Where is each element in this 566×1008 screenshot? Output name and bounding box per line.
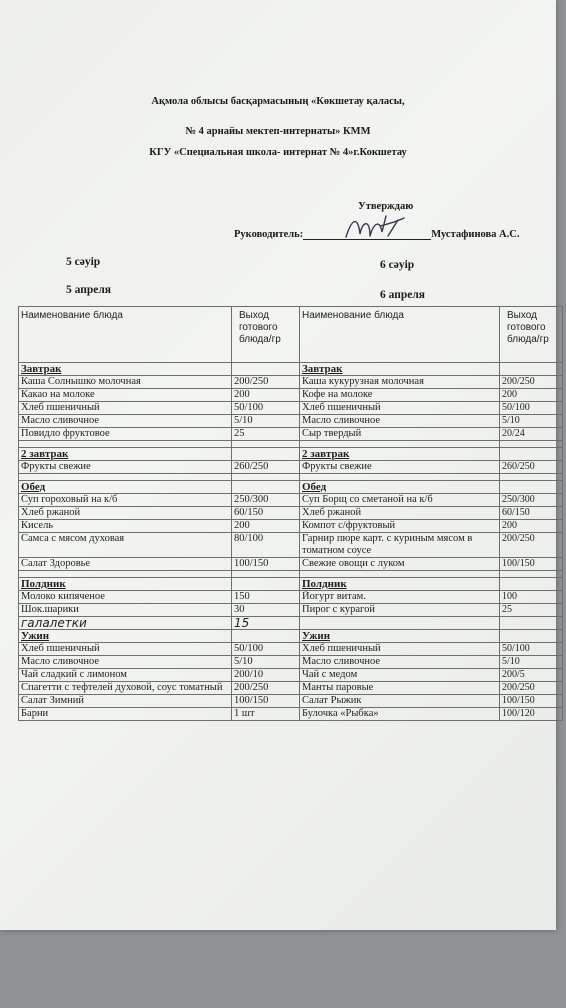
table-cell: 60/150 (500, 507, 563, 520)
date-left-ru: 5 апреля (66, 284, 112, 296)
table-cell: Сыр твердый (300, 428, 500, 441)
table-cell: 50/100 (232, 643, 300, 656)
table-cell (500, 474, 563, 481)
table-cell: Пирог с курагой (300, 604, 500, 617)
table-row (19, 533, 563, 558)
table-cell: 200/250 (500, 682, 563, 695)
table-cell: Фрукты свежие (300, 461, 500, 474)
table-row (19, 376, 563, 389)
table-cell: 100/150 (500, 558, 563, 571)
table-cell: Барни (19, 708, 232, 721)
spacer-row (19, 571, 563, 578)
table-cell: 25 (232, 428, 300, 441)
table-cell: 100 (500, 591, 563, 604)
table-cell (500, 617, 563, 630)
table-cell: 200 (500, 520, 563, 533)
table-cell: 50/100 (232, 402, 300, 415)
table-cell (500, 363, 563, 376)
date-right-ru: 6 апреля (380, 289, 426, 301)
table-row (19, 520, 563, 533)
table-cell: 250/300 (232, 494, 300, 507)
spacer-row (19, 474, 563, 481)
table-cell: 100/120 (500, 708, 563, 721)
table-header-row (19, 307, 563, 363)
table-row (19, 708, 563, 721)
table-cell: 80/100 (232, 533, 300, 558)
table-cell: Спагетти с тефтелей духовой, соус томатный (19, 682, 232, 695)
table-cell (232, 448, 300, 461)
table-cell (19, 441, 232, 448)
table-cell: 5/10 (232, 656, 300, 669)
table-cell: Чай с медом (300, 669, 500, 682)
table-cell: 15 (232, 617, 300, 630)
table-row (19, 656, 563, 669)
table-cell: Масло сливочное (300, 415, 500, 428)
table-cell: Гарнир пюре карт. с куриным мясом в томатном соусе (300, 533, 500, 558)
table-cell: 25 (500, 604, 563, 617)
table-cell: Хлеб пшеничный (300, 643, 500, 656)
table-cell: Какао на молоке (19, 389, 232, 402)
table-cell: 100/150 (232, 695, 300, 708)
table-row (19, 507, 563, 520)
table-row (19, 558, 563, 571)
table-cell (232, 363, 300, 376)
table-cell: Ужин (19, 630, 232, 643)
table-cell: Шок.шарики (19, 604, 232, 617)
table-row (19, 643, 563, 656)
spacer-row (19, 441, 563, 448)
table-row (19, 604, 563, 617)
table-cell: 5/10 (500, 415, 563, 428)
table-cell: Чай сладкий с лимоном (19, 669, 232, 682)
table-cell (232, 481, 300, 494)
table-cell: 200/250 (232, 376, 300, 389)
table-cell: Обед (19, 481, 232, 494)
table-row (19, 415, 563, 428)
table-cell: Завтрак (300, 363, 500, 376)
table-cell: 200/250 (500, 376, 563, 389)
table-cell: 260/250 (232, 461, 300, 474)
table-cell: Фрукты свежие (19, 461, 232, 474)
table-cell: Хлеб ржаной (19, 507, 232, 520)
table-cell (500, 578, 563, 591)
table-cell: Обед (300, 481, 500, 494)
approve-label: Утверждаю (358, 201, 414, 212)
table-cell: Каша кукурузная молочная (300, 376, 500, 389)
table-cell (300, 474, 500, 481)
table-cell (500, 571, 563, 578)
table-cell (500, 481, 563, 494)
table-row (19, 389, 563, 402)
header-dish-right: Наименование блюда (300, 307, 500, 363)
table-row (19, 402, 563, 415)
table-cell: 5/10 (232, 415, 300, 428)
table-cell: 30 (232, 604, 300, 617)
table-cell: Компот с/фруктовый (300, 520, 500, 533)
section-row (19, 630, 563, 643)
table-row (19, 669, 563, 682)
header-line-1: Ақмола облысы басқармасының «Көкшетау қаласы, (151, 96, 405, 107)
table-cell (232, 441, 300, 448)
table-row (19, 682, 563, 695)
table-cell (232, 578, 300, 591)
menu-table (18, 306, 563, 721)
table-cell (300, 571, 500, 578)
table-cell: Молоко кипяченое (19, 591, 232, 604)
table-cell (232, 630, 300, 643)
table-cell: 20/24 (500, 428, 563, 441)
table-cell: 50/100 (500, 402, 563, 415)
table-cell: Полдник (300, 578, 500, 591)
table-cell: 5/10 (500, 656, 563, 669)
table-cell (500, 630, 563, 643)
table-cell: 260/250 (500, 461, 563, 474)
table-cell: 150 (232, 591, 300, 604)
table-cell: Ужин (300, 630, 500, 643)
table-cell: Суп Борщ со сметаной на к/б (300, 494, 500, 507)
table-cell (19, 571, 232, 578)
table-cell (300, 441, 500, 448)
table-cell: 1 шт (232, 708, 300, 721)
table-cell: Свежие овощи с луком (300, 558, 500, 571)
header-line-3: КГУ «Специальная школа- интернат № 4»г.Кокшетау (149, 147, 407, 158)
table-cell (300, 617, 500, 630)
table-cell: галалетки (19, 617, 232, 630)
table-cell: Йогурт витам. (300, 591, 500, 604)
table-cell: 200/5 (500, 669, 563, 682)
table-cell (232, 474, 300, 481)
header-yield-right: Выход готового блюда/гр (500, 307, 563, 363)
table-cell: 250/300 (500, 494, 563, 507)
table-cell: 60/150 (232, 507, 300, 520)
section-row (19, 448, 563, 461)
table-cell: Масло сливочное (19, 415, 232, 428)
date-left-kz: 5 сәуір (66, 256, 101, 268)
table-cell: Масло сливочное (19, 656, 232, 669)
table-cell: Кофе на молоке (300, 389, 500, 402)
table-cell: Полдник (19, 578, 232, 591)
header-line-2: № 4 арнайы мектеп-интернаты» КММ (185, 126, 371, 137)
table-row (19, 695, 563, 708)
table-cell: 50/100 (500, 643, 563, 656)
header-dish-left: Наименование блюда (19, 307, 232, 363)
table-cell: 200 (232, 389, 300, 402)
table-cell: 200/250 (232, 682, 300, 695)
section-row (19, 578, 563, 591)
table-cell: Масло сливочное (300, 656, 500, 669)
table-row (19, 591, 563, 604)
table-cell: 100/150 (232, 558, 300, 571)
table-cell: Самса с мясом духовая (19, 533, 232, 558)
table-cell: 2 завтрак (19, 448, 232, 461)
table-cell: Булочка «Рыбка» (300, 708, 500, 721)
table-cell: 200/250 (500, 533, 563, 558)
table-cell: Салат Рыжик (300, 695, 500, 708)
table-row (19, 617, 563, 630)
table-cell: Кисель (19, 520, 232, 533)
table-cell (500, 448, 563, 461)
section-row (19, 363, 563, 376)
table-cell: Манты паровые (300, 682, 500, 695)
table-cell: Салат Зимний (19, 695, 232, 708)
signature-mark (340, 212, 408, 242)
director-label: Руководитель: (234, 229, 304, 240)
table-row (19, 494, 563, 507)
table-cell: Хлеб пшеничный (300, 402, 500, 415)
table-cell: Завтрак (19, 363, 232, 376)
table-cell: Хлеб ржаной (300, 507, 500, 520)
table-cell: Хлеб пшеничный (19, 643, 232, 656)
header-yield-left: Выход готового блюда/гр (232, 307, 300, 363)
table-cell: 200 (232, 520, 300, 533)
table-cell: 200 (500, 389, 563, 402)
date-right-kz: 6 сәуір (380, 259, 415, 271)
table-cell: Каша Солнышко молочная (19, 376, 232, 389)
table-cell (232, 571, 300, 578)
section-row (19, 481, 563, 494)
table-row (19, 428, 563, 441)
table-cell: Повидло фруктовое (19, 428, 232, 441)
table-cell: Хлеб пшеничный (19, 402, 232, 415)
table-cell: 2 завтрак (300, 448, 500, 461)
table-cell: Салат Здоровье (19, 558, 232, 571)
table-cell (500, 441, 563, 448)
table-cell: 100/150 (500, 695, 563, 708)
table-cell: 200/10 (232, 669, 300, 682)
table-cell: Суп гороховый на к/б (19, 494, 232, 507)
table-cell (19, 474, 232, 481)
director-name: Мустафинова А.С. (431, 229, 520, 240)
table-row (19, 461, 563, 474)
